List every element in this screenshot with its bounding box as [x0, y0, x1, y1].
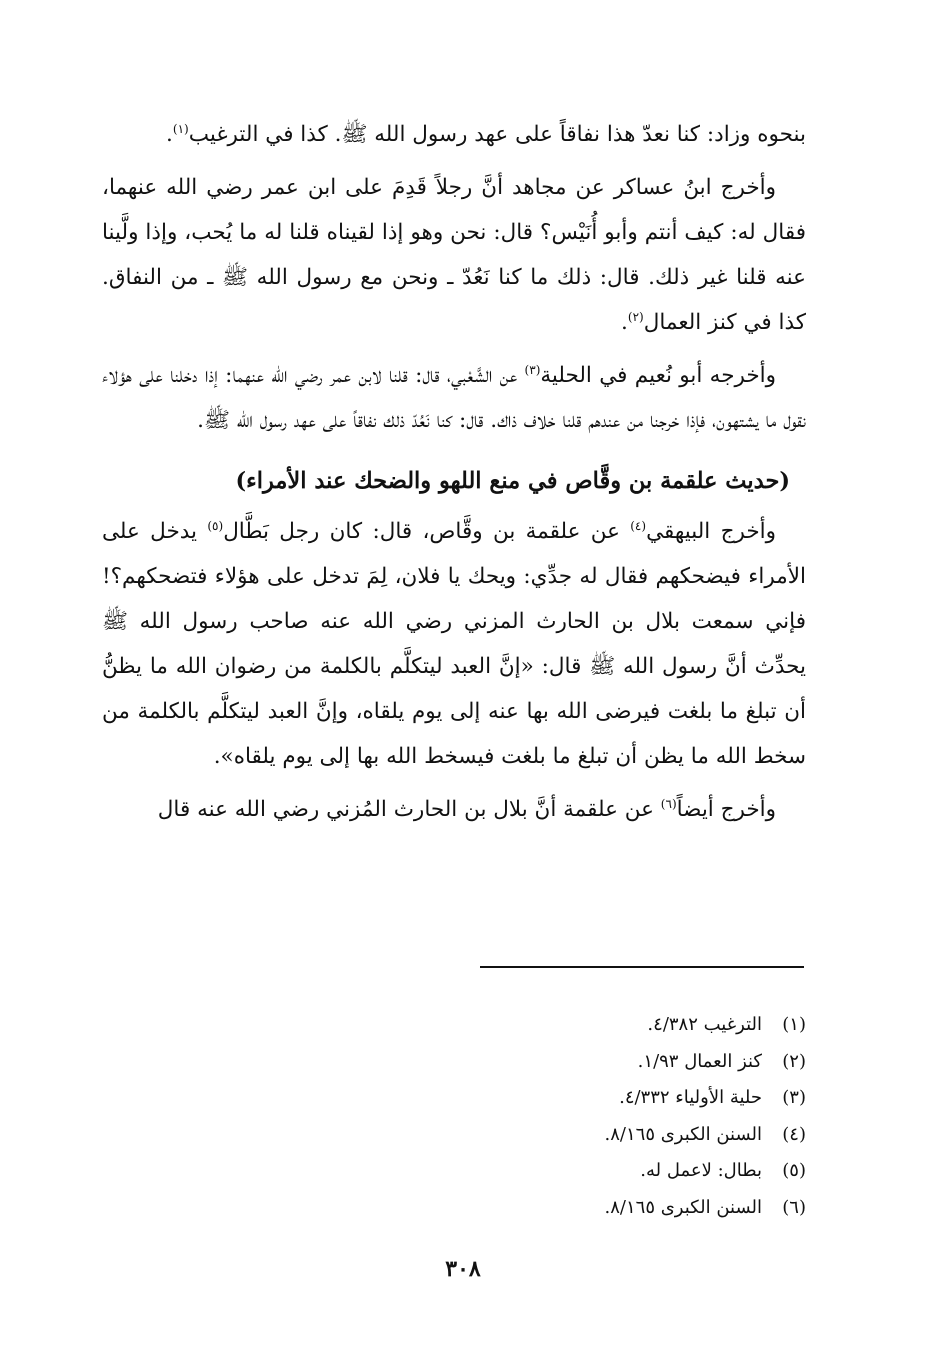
footnotes-list — [426, 1007, 806, 1226]
paragraph-3: وأخرجه أبو نُعيم في الحلية$^{(٣)}$ عن الشَّعْبي، قال: قلنا لابن عمر رضي الله عنهما: إذا دخلنا على هؤلاء نقول ما يشتهون، فإذا خرجنا من عندهم قلنا خلاف ذاك. قال: كنا نَعُدّ ذلك نفاقاً على عهد رسول الله ﷺ. — [102, 362, 806, 433]
section-heading: (حديث علقمة بن وقَّاص في منع اللهو والضحك عند الأمراء) — [235, 468, 790, 494]
footnote-number: (٦) — [782, 1196, 806, 1218]
footnote-text: كنز العمال ١/٩٣. — [637, 1050, 762, 1072]
footnote-number: (٣) — [782, 1087, 806, 1108]
footnote-number: (١) — [782, 1014, 806, 1035]
footnote-marker: (١) — [172, 121, 189, 136]
footnote-text: بطال: لاعمل له. — [640, 1160, 762, 1181]
footnote-marker: (٢) — [627, 309, 644, 324]
footnote-marker: (٤) — [630, 518, 647, 533]
footnote-number: (٤) — [782, 1123, 806, 1145]
footnote-number: (٥) — [782, 1160, 806, 1181]
main-text — [102, 112, 806, 840]
footnote-text: السنن الكبرى ٨/١٦٥. — [604, 1123, 762, 1145]
footnote-item — [426, 1007, 806, 1044]
paragraph-2: وأخرج ابنُ عساكر عن مجاهد أنَّ رجلاً قَدِمَ على ابن عمر رضي الله عنهما، فقال له: كيف أنتم وأبو أُنَيْس؟ قال: نحن وهو إذا لقيناه قلنا له ما يُحب، وإذا ولَّينا عنه قلنا غير ذلك. قال: ذلك ما كنا نَعُدّ ـ ونحن مع رسول الله ﷺ ـ من النفاق. كذا في كنز العمال$^{(٢)}$. — [102, 175, 806, 335]
page-number: ٣٠٨ — [445, 1256, 481, 1282]
footnote-marker: (٥) — [207, 518, 224, 533]
footnote-text: السنن الكبرى ٨/١٦٥. — [604, 1196, 762, 1218]
footnote-item — [426, 1044, 806, 1081]
paragraph-4: وأخرج البيهقي$^{(٤)}$ عن علقمة بن وقَّاص، قال: كان رجل بَطَّال$^{(٥)}$ يدخل على الأمراء فيضحكهم فقال له جدِّي: ويحك يا فلان، لِمَ تدخل على هؤلاء فتضحكهم؟! فإني سمعت بلال بن الحارث المزني رضي الله عنه صاحب رسول الله ﷺ يحدِّث أنَّ رسول الله ﷺ قال: «إنَّ العبد ليتكلَّم بالكلمة من رضوان الله ما يظنُّ أن تبلغ ما بلغت فيرضى الله بها عنه إلى يوم يلقاه، وإنَّ العبد ليتكلَّم بالكلمة من سخط الله ما يظن أن تبلغ ما بلغت فيسخط الله بها إلى يوم يلقاه». — [102, 518, 806, 769]
paragraph-1: بنحوه وزاد: كنا نعدّ هذا نفاقاً على عهد رسول الله ﷺ. كذا في الترغيب$^{(١)}$. — [166, 121, 806, 147]
footnote-marker: (٣) — [524, 362, 541, 377]
footnote-item — [426, 1190, 806, 1227]
footnote-item — [426, 1153, 806, 1190]
footnote-item — [426, 1080, 806, 1117]
footnote-text: الترغيب ٤/٣٨٢. — [647, 1014, 762, 1035]
footnote-divider — [480, 966, 804, 968]
footnote-text: حلية الأولياء ٤/٣٣٢. — [619, 1087, 762, 1108]
footnote-number: (٢) — [782, 1050, 806, 1072]
paragraph-5: وأخرج أيضاً$^{(٦)}$ عن علقمة أنَّ بلال بن الحارث المُزني رضي الله عنه قال — [157, 796, 776, 822]
footnote-marker: (٦) — [660, 796, 677, 811]
footnote-item — [426, 1117, 806, 1154]
